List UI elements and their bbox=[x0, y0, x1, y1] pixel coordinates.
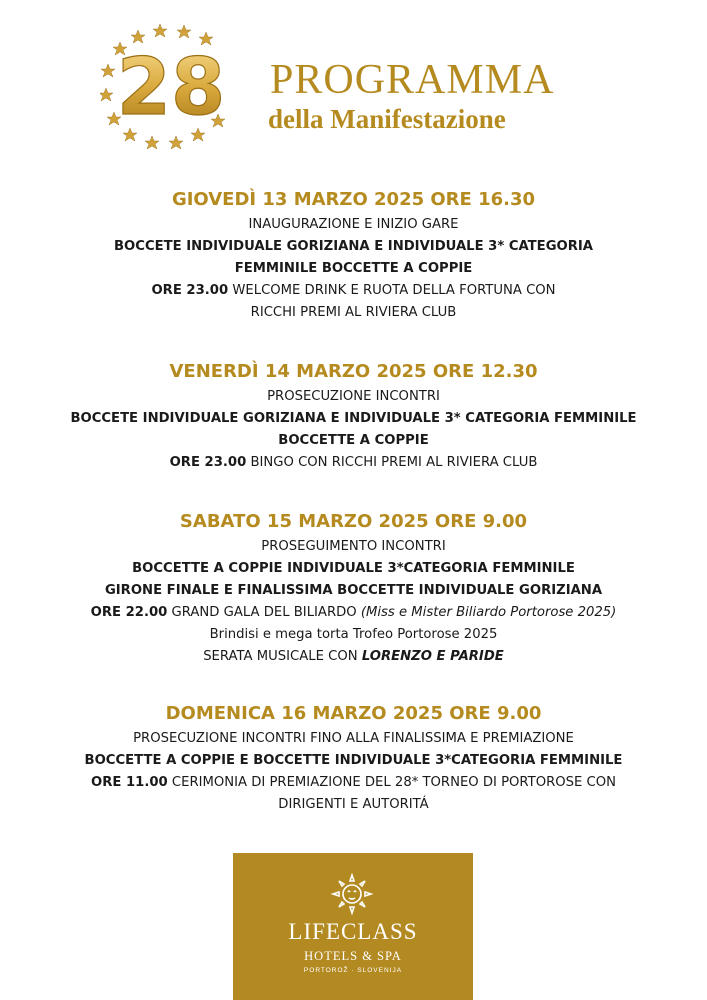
schedule-line: PROSECUZIONE INCONTRI FINO ALLA FINALISSIMA E PREMIAZIONE bbox=[133, 731, 574, 746]
schedule-line: GIRONE FINALE E FINALISSIMA BOCCETTE INDIVIDUALE GORIZIANA bbox=[104, 583, 603, 598]
schedule-line: BOCCETE INDIVIDUALE GORIZIANA E INDIVIDUALE 3* CATEGORIA bbox=[114, 239, 593, 254]
day-section-sabato bbox=[0, 510, 707, 668]
schedule-text: GRAND GALA DEL BILIARDO bbox=[171, 605, 357, 620]
sun-face-icon bbox=[329, 871, 375, 917]
day-section-giovedi bbox=[0, 188, 707, 324]
day-heading: GIOVEDÌ 13 MARZO 2025 ORE 16.30 bbox=[171, 189, 536, 210]
schedule-line: RICCHI PREMI AL RIVIERA CLUB bbox=[250, 305, 457, 320]
schedule-line bbox=[0, 602, 707, 624]
page-title: PROGRAMMA bbox=[270, 57, 555, 103]
schedule-line bbox=[0, 646, 707, 668]
schedule-time: ORE 23.00 bbox=[151, 283, 229, 298]
day-section-venerdi bbox=[0, 360, 707, 474]
page-subtitle: della Manifestazione bbox=[268, 104, 506, 134]
schedule-performers: LORENZO E PARIDE bbox=[361, 649, 504, 664]
day-heading: VENERDÌ 14 MARZO 2025 ORE 12.30 bbox=[169, 361, 538, 382]
schedule-line bbox=[0, 452, 707, 474]
schedule-line: Brindisi e mega torta Trofeo Portorose 2025 bbox=[209, 627, 498, 642]
day-heading: SABATO 15 MARZO 2025 ORE 9.00 bbox=[179, 511, 528, 532]
anniversary-badge bbox=[100, 22, 242, 152]
schedule-text: BINGO CON RICCHI PREMI AL RIVIERA CLUB bbox=[250, 455, 538, 470]
schedule-line: BOCCETE INDIVIDUALE GORIZIANA E INDIVIDUALE 3* CATEGORIA FEMMINILE bbox=[70, 411, 637, 426]
schedule-note: (Miss e Mister Biliardo Portorose 2025) bbox=[360, 605, 617, 620]
day-section-domenica bbox=[0, 702, 707, 816]
lifeclass-logo bbox=[233, 853, 473, 1000]
schedule-time: ORE 22.00 bbox=[90, 605, 168, 620]
schedule-time: ORE 11.00 bbox=[91, 775, 168, 790]
schedule-line bbox=[0, 772, 707, 794]
schedule-line: BOCCETTE A COPPIE INDIVIDUALE 3*CATEGORIA FEMMINILE bbox=[132, 561, 575, 576]
badge-number: 28 bbox=[116, 43, 226, 133]
day-heading: DOMENICA 16 MARZO 2025 ORE 9.00 bbox=[165, 703, 542, 724]
schedule-time: ORE 23.00 bbox=[169, 455, 247, 470]
logo-name: LIFECLASS bbox=[288, 919, 418, 944]
schedule-line bbox=[0, 280, 707, 302]
schedule-line: BOCCETTE A COPPIE bbox=[278, 433, 429, 448]
schedule-text: SERATA MUSICALE CON bbox=[203, 649, 358, 664]
schedule-text: CERIMONIA DI PREMIAZIONE DEL 28* TORNEO DI PORTOROSE CON bbox=[171, 775, 616, 790]
logo-subtitle: HOTELS & SPA bbox=[304, 949, 402, 963]
schedule-line: INAUGURAZIONE E INIZIO GARE bbox=[248, 217, 459, 232]
page-header bbox=[0, 0, 707, 170]
schedule-line: DIRIGENTI E AUTORITÁ bbox=[278, 797, 429, 812]
schedule-line: BOCCETTE A COPPIE E BOCCETTE INDIVIDUALE 3*CATEGORIA FEMMINILE bbox=[84, 753, 623, 768]
schedule-line: FEMMINILE BOCCETTE A COPPIE bbox=[234, 261, 473, 276]
schedule-line: PROSECUZIONE INCONTRI bbox=[267, 389, 440, 404]
schedule-text: WELCOME DRINK E RUOTA DELLA FORTUNA CON bbox=[232, 283, 556, 298]
logo-location: PORTOROŽ · SLOVENIJA bbox=[303, 967, 403, 974]
schedule-line: PROSEGUIMENTO INCONTRI bbox=[261, 539, 446, 554]
